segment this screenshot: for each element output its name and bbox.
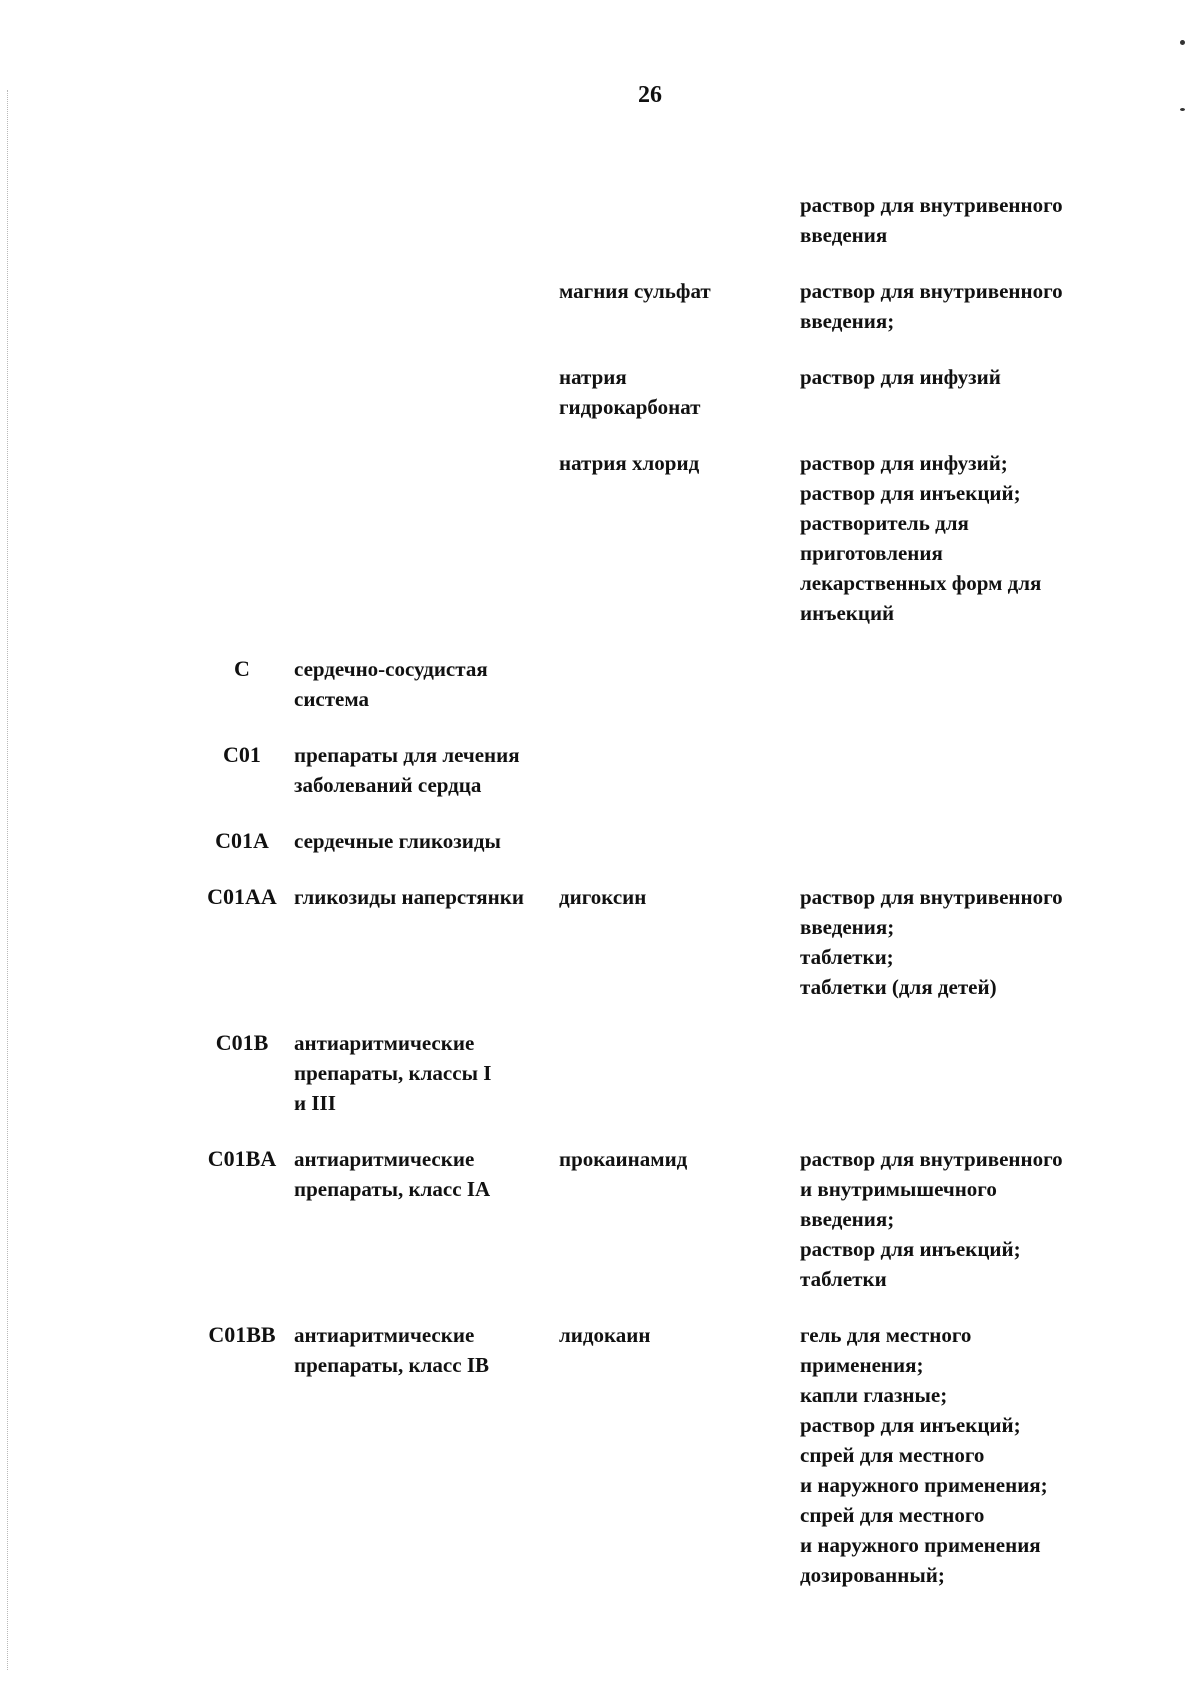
drug-name: натрия хлорид bbox=[559, 451, 700, 475]
atc-code: C01BB bbox=[208, 1322, 276, 1347]
atc-group-name: антиаритмические препараты, класс IB bbox=[294, 1323, 489, 1377]
atc-code: C01 bbox=[223, 742, 261, 767]
table-row bbox=[190, 882, 1090, 1002]
drug-name: прокаинамид bbox=[559, 1147, 688, 1171]
dosage-forms: раствор для инфузий; раствор для инъекций; растворитель для приготовления лекарственных форм для инъекций bbox=[800, 451, 1042, 625]
scan-speck bbox=[1180, 108, 1185, 111]
dosage-forms: раствор для внутривенного введения; таблетки; таблетки (для детей) bbox=[800, 885, 1063, 999]
table-row bbox=[190, 190, 1090, 250]
table-row bbox=[190, 448, 1090, 628]
atc-code: C01B bbox=[215, 1030, 269, 1055]
atc-code: C bbox=[234, 656, 250, 681]
atc-group-name: гликозиды наперстянки bbox=[294, 885, 524, 909]
table-row bbox=[190, 362, 1090, 422]
table-row bbox=[190, 654, 1090, 714]
atc-group-name: сердечные гликозиды bbox=[294, 829, 501, 853]
dosage-forms: раствор для внутривенного введения; bbox=[800, 279, 1063, 333]
dosage-forms: гель для местного применения; капли глазные; раствор для инъекций; спрей для местного и наружного применения; спрей для местного и наружного применения дозированный; bbox=[800, 1323, 1048, 1587]
scan-margin-artifact bbox=[7, 90, 10, 1670]
drug-name: магния сульфат bbox=[559, 279, 711, 303]
atc-code: C01A bbox=[215, 828, 269, 853]
table-row bbox=[190, 1320, 1090, 1590]
atc-group-name: антиаритмические препараты, классы I и III bbox=[294, 1031, 492, 1115]
page-number: 26 bbox=[638, 82, 662, 108]
table-row bbox=[190, 826, 1090, 856]
dosage-forms: раствор для внутривенного введения bbox=[800, 193, 1063, 247]
drug-name: лидокаин bbox=[559, 1323, 651, 1347]
drug-name: дигоксин bbox=[559, 885, 647, 909]
dosage-forms: раствор для внутривенного и внутримышечного введения; раствор для инъекций; таблетки bbox=[800, 1147, 1063, 1291]
atc-code: C01AA bbox=[207, 884, 277, 909]
table-row bbox=[190, 740, 1090, 800]
drug-name: натрия гидрокарбонат bbox=[559, 365, 701, 419]
table-row bbox=[190, 1144, 1090, 1294]
scan-speck bbox=[1180, 40, 1185, 45]
atc-code: C01BA bbox=[207, 1146, 277, 1171]
atc-group-name: сердечно-сосудистая система bbox=[294, 657, 488, 711]
atc-group-name: антиаритмические препараты, класс IA bbox=[294, 1147, 491, 1201]
drug-table bbox=[190, 190, 1090, 1590]
table-row bbox=[190, 276, 1090, 336]
table-row bbox=[190, 1028, 1090, 1118]
dosage-forms: раствор для инфузий bbox=[800, 365, 1001, 389]
atc-group-name: препараты для лечения заболеваний сердца bbox=[294, 743, 520, 797]
